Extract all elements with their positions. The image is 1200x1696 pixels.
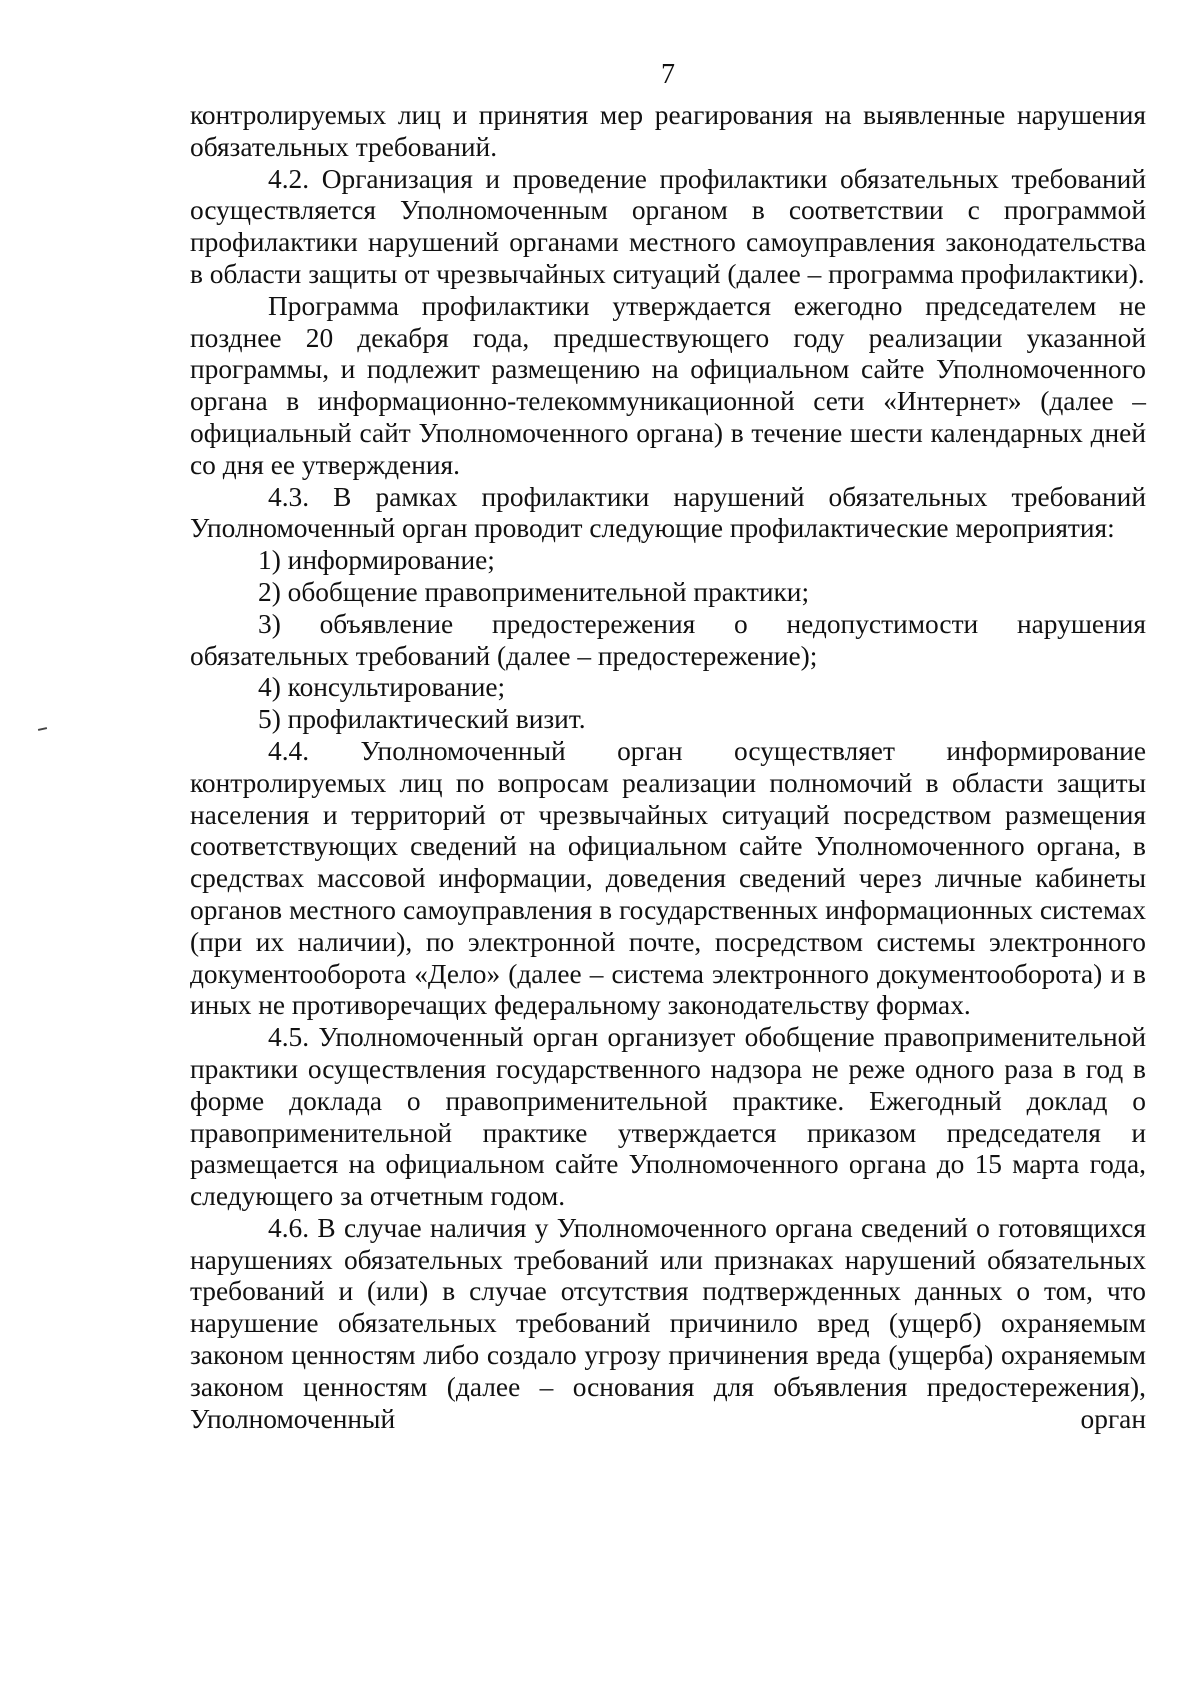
list-item-3: 3) объявление предостережения о недопустимости нарушения обязательных требований (далее – предостережение); [190,608,1146,671]
paragraph-4-6: 4.6. В случае наличия у Уполномоченного органа сведений о готовящихся нарушениях обязательных требований или признаках нарушений обязательных требований и (или) в случае отсутствия подтвержденных данных о том, что нарушение обязательных требований причинило вред (ущерб) охраняемым законом ценностям либо создало угрозу причинения вреда (ущерба) охраняемым законом ценностям (далее – основания для объявления предостережения), Уполномоченный орган [190,1212,1146,1434]
paragraph-4-4: 4.4. Уполномоченный орган осуществляет информирование контролируемых лиц по вопросам реализации полномочий в области защиты населения и территорий от чрезвычайных ситуаций посредством размещения соответствующих сведений на официальном сайте Уполномоченного органа, в средствах массовой информации, доведения сведений через личные кабинеты органов местного самоуправления в государственных информационных системах (при их наличии), по электронной почте, посредством системы электронного документооборота «Дело» (далее – система электронного документооборота) и в иных не противоречащих федеральному законодательству формах. [190,735,1146,1021]
paragraph-4-3: 4.3. В рамках профилактики нарушений обязательных требований Уполномоченный орган проводит следующие профилактические мероприятия: [190,481,1146,544]
scan-mark [38,727,47,731]
paragraph-4-5: 4.5. Уполномоченный орган организует обобщение правоприменительной практики осуществления государственного надзора не реже одного раза в год в форме доклада о правоприменительной практике. Ежегодный доклад о правоприменительной практике утверждается приказом председателя и размещается на официальном сайте Уполномоченного органа до 15 марта года, следующего за отчетным годом. [190,1022,1146,1212]
list-item-4: 4) консультирование; [258,672,506,703]
paragraph-continuation: контролируемых лиц и принятия мер реагирования на выявленные нарушения обязательных требований. [190,100,1146,162]
list-item-1: 1) информирование; [258,545,495,576]
paragraph-4-2: 4.2. Организация и проведение профилактики обязательных требований осуществляется Уполномоченным органом в соответствии с программой профилактики нарушений органами местного самоуправления законодательства в области защиты от чрезвычайных ситуаций (далее – программа профилактики). [190,163,1146,289]
document-body [190,100,1146,1435]
list-item-2: 2) обобщение правоприменительной практики; [258,576,810,607]
paragraph-program: Программа профилактики утверждается ежегодно председателем не позднее 20 декабря года, предшествующего году реализации указанной программы, и подлежит размещению на официальном сайте Уполномоченного органа в информационно-телекоммуникационной сети «Интернет» (далее – официальный сайт Уполномоченного органа) в течение шести календарных дней со дня ее утверждения. [190,290,1146,480]
page-number: 7 [661,59,675,90]
list-item-5: 5) профилактический визит. [258,704,586,735]
